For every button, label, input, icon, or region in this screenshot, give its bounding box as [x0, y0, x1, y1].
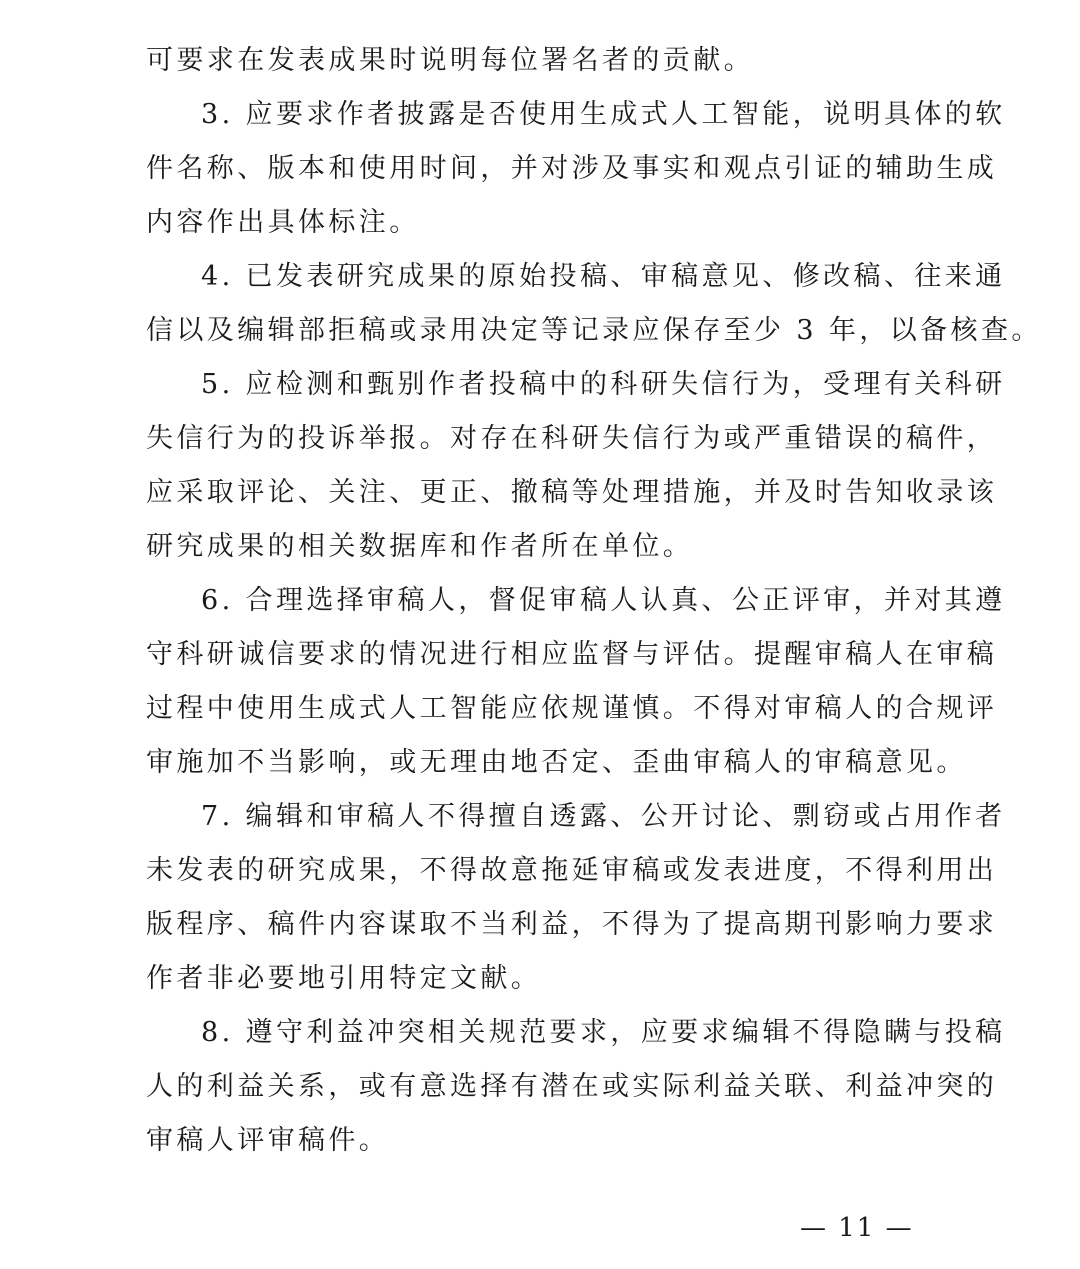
paragraph-line: 审稿人评审稿件。	[146, 1125, 390, 1156]
paragraph-line: 守科研诚信要求的情况进行相应监督与评估。提醒审稿人在审稿	[146, 639, 998, 670]
paragraph-line: 6. 合理选择审稿人，督促审稿人认真、公正评审，并对其遵	[201, 585, 1006, 616]
paragraph-line: 过程中使用生成式人工智能应依规谨慎。不得对审稿人的合规评	[146, 693, 998, 724]
paragraph-line: 8. 遵守利益冲突相关规范要求，应要求编辑不得隐瞒与投稿	[201, 1017, 1006, 1048]
paragraph-line: 失信行为的投诉举报。对存在科研失信行为或严重错误的稿件，	[146, 423, 998, 454]
paragraph-line: 应采取评论、关注、更正、撤稿等处理措施，并及时告知收录该	[146, 477, 998, 508]
paragraph-line: 审施加不当影响，或无理由地否定、歪曲审稿人的审稿意见。	[146, 747, 967, 778]
paragraph-line: 7. 编辑和审稿人不得擅自透露、公开讨论、剽窃或占用作者	[201, 801, 1006, 832]
paragraph-line: 作者非必要地引用特定文献。	[146, 963, 542, 994]
paragraph-line: 3. 应要求作者披露是否使用生成式人工智能，说明具体的软	[201, 99, 1006, 130]
paragraph-line: 版程序、稿件内容谋取不当利益，不得为了提高期刊影响力要求	[146, 909, 998, 940]
paragraph-line: 信以及编辑部拒稿或录用决定等记录应保存至少 3 年，以备核查。	[146, 315, 1042, 346]
paragraph-line: 研究成果的相关数据库和作者所在单位。	[146, 531, 694, 562]
paragraph-line: 件名称、版本和使用时间，并对涉及事实和观点引证的辅助生成	[146, 153, 998, 184]
paragraph-line: 可要求在发表成果时说明每位署名者的贡献。	[146, 45, 754, 76]
paragraph-line: 5. 应检测和甄别作者投稿中的科研失信行为，受理有关科研	[201, 369, 1006, 400]
paragraph-line: 人的利益关系，或有意选择有潜在或实际利益关联、利益冲突的	[146, 1071, 998, 1102]
paragraph-line: 4. 已发表研究成果的原始投稿、审稿意见、修改稿、往来通	[201, 261, 1006, 292]
page-number: — 11 —	[800, 1213, 914, 1243]
paragraph-line: 未发表的研究成果，不得故意拖延审稿或发表进度，不得利用出	[146, 855, 998, 886]
paragraph-line: 内容作出具体标注。	[146, 207, 420, 238]
